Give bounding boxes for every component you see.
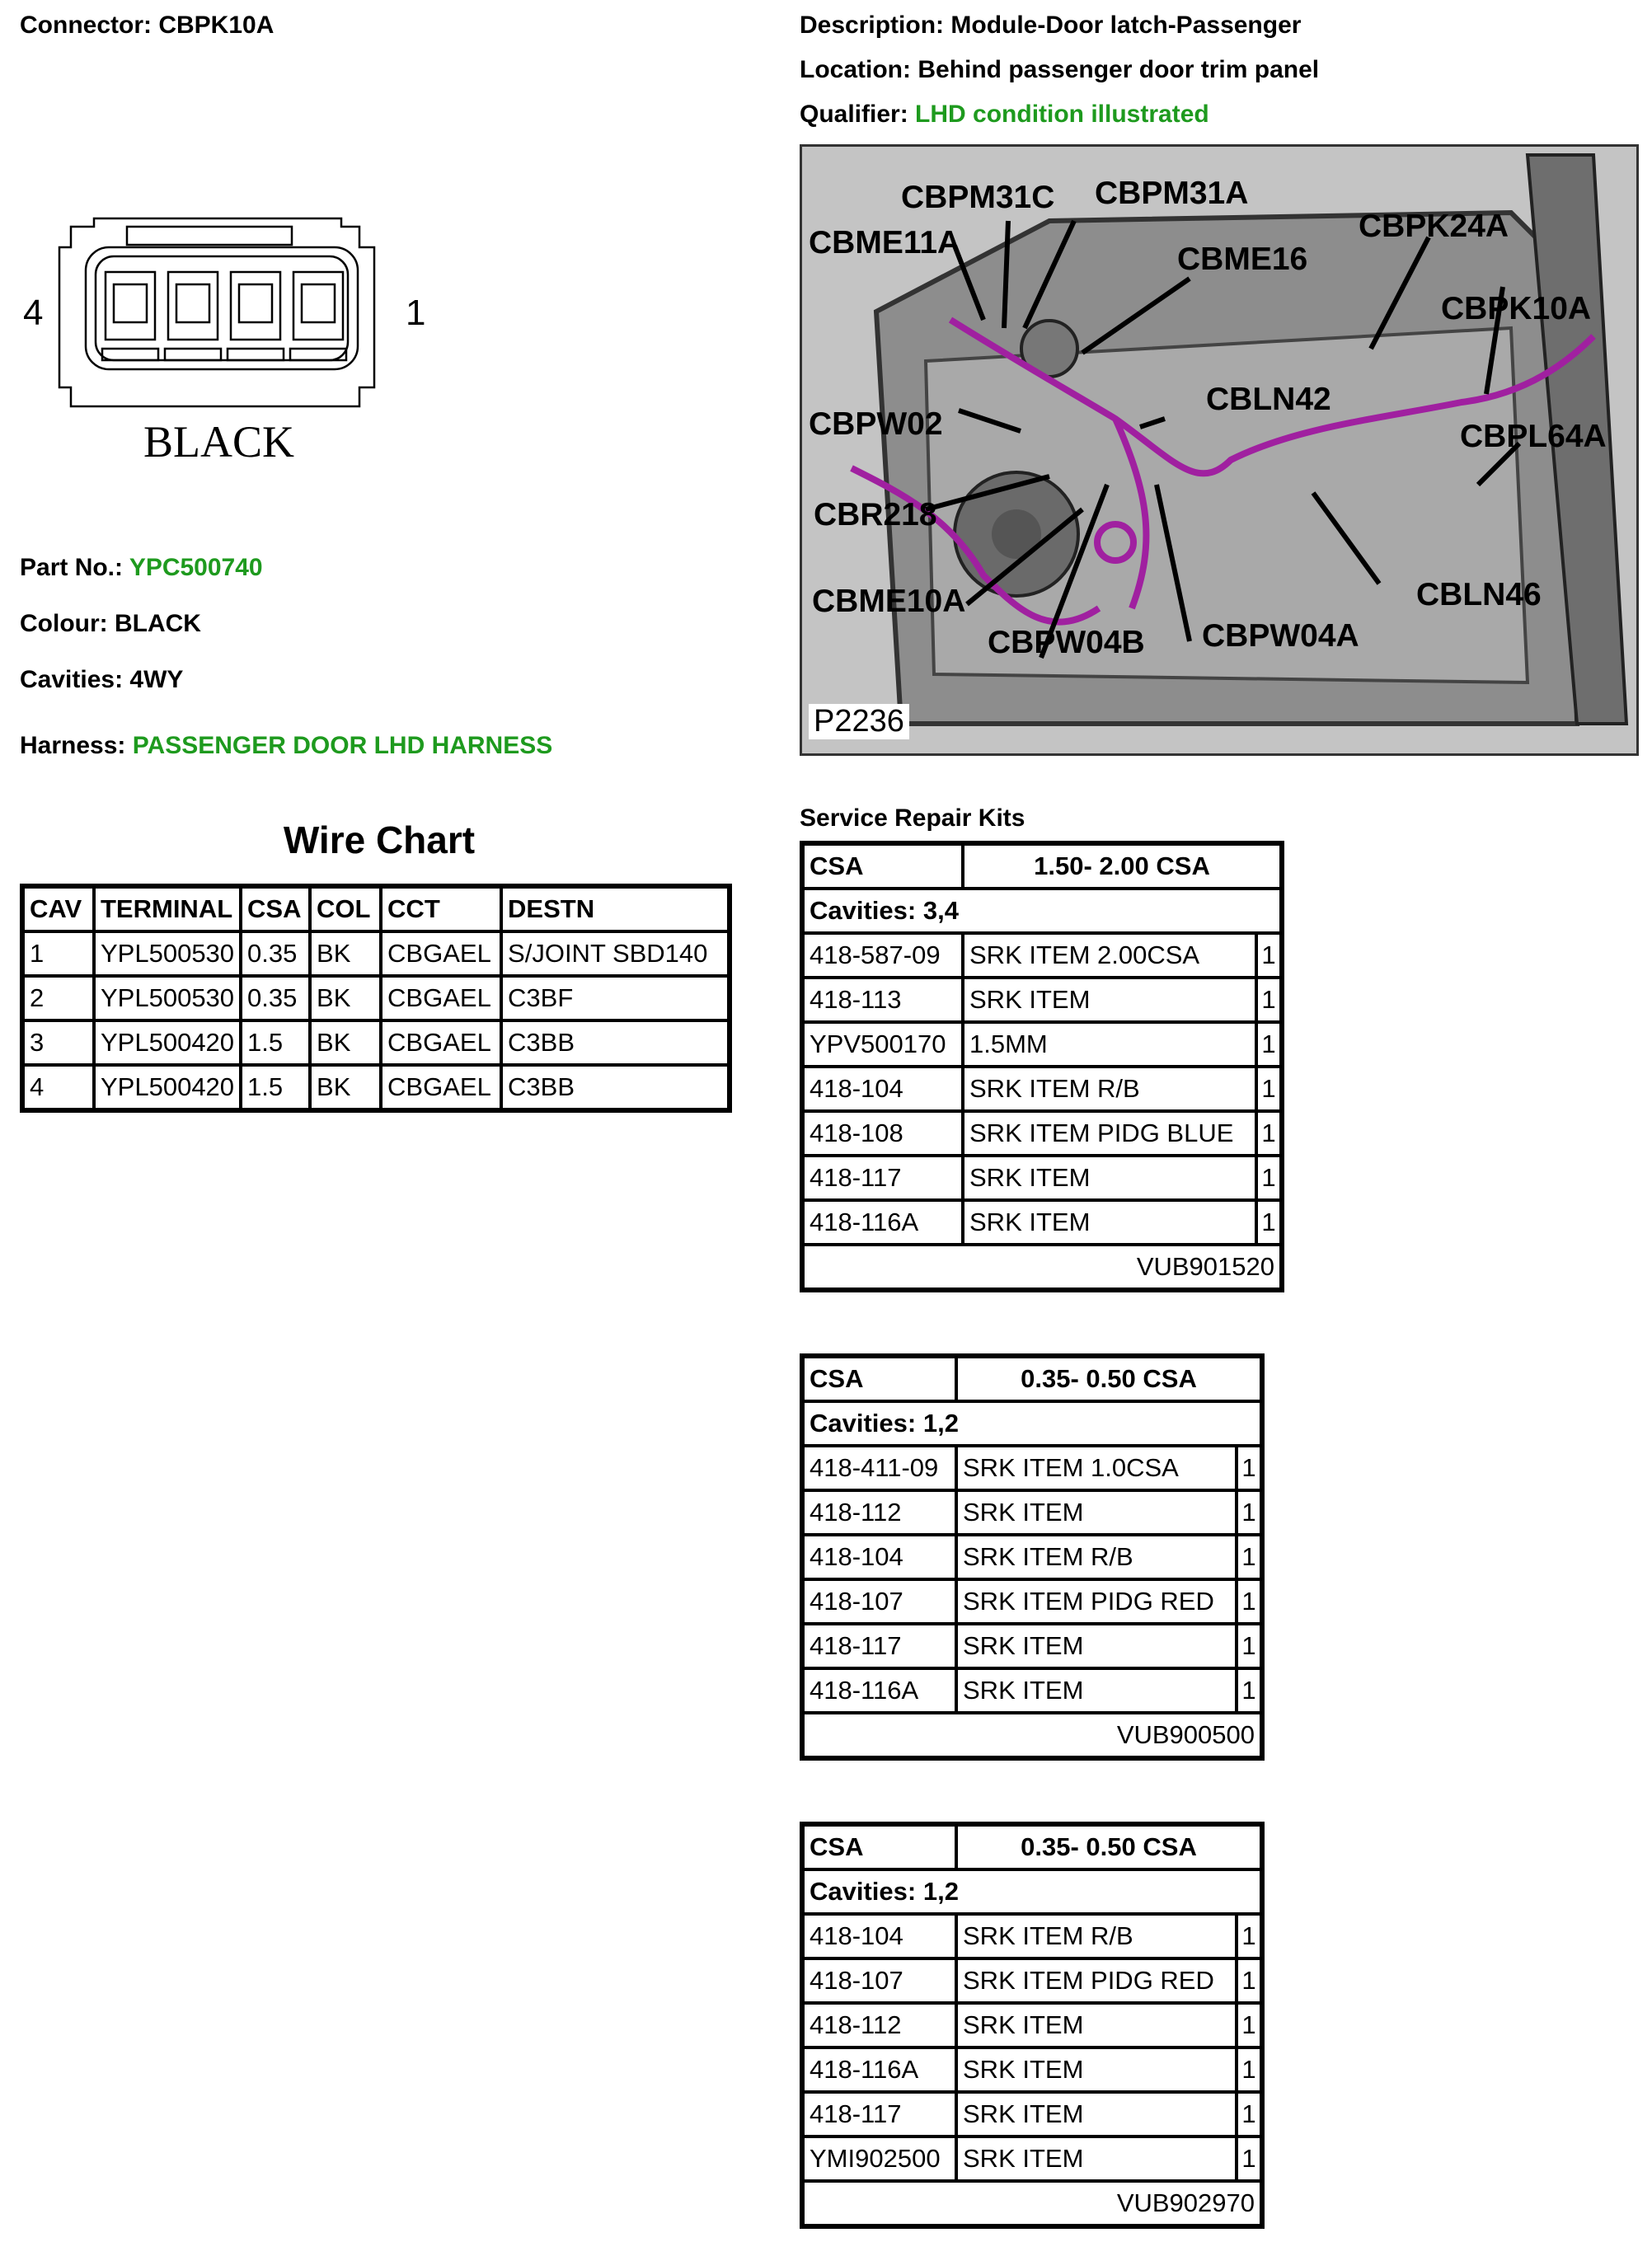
- description-line: [800, 12, 1301, 40]
- kit-part: 418-112: [803, 2003, 956, 2047]
- table-row: [803, 1958, 1261, 2003]
- kit-desc: SRK ITEM R/B: [963, 1067, 1256, 1111]
- kit-cavities: Cavities: 1,2: [803, 1869, 1261, 1914]
- harness-label: Harness:: [20, 732, 126, 759]
- table-row: [803, 1624, 1261, 1668]
- cell-destn: C3BF: [501, 976, 729, 1020]
- kit-qty: 1: [1237, 2092, 1261, 2136]
- kit-qty: 1: [1237, 1958, 1261, 2003]
- table-row: [803, 1111, 1281, 1156]
- door-harness-photo: [800, 144, 1639, 756]
- kit-qty: 1: [1237, 1535, 1261, 1579]
- cell-cct: CBGAEL: [381, 931, 501, 976]
- kit-csa-label: CSA: [803, 844, 963, 889]
- kit-cavities: Cavities: 1,2: [803, 1401, 1261, 1446]
- kit-footer: [803, 1245, 1281, 1289]
- location-line: [800, 56, 1319, 84]
- kit-desc: SRK ITEM: [956, 1668, 1237, 1713]
- callout-cbpk24a: CBPK24A: [1359, 209, 1509, 244]
- cell-terminal: YPL500420: [94, 1020, 241, 1065]
- callout-cbpk10a: CBPK10A: [1441, 291, 1592, 326]
- kit-csa-value: 0.35- 0.50 CSA: [956, 1825, 1261, 1869]
- table-row: [803, 1579, 1261, 1624]
- header-cct: CCT: [381, 887, 501, 931]
- kit-number: VUB900500: [803, 1713, 1261, 1757]
- cell-terminal: YPL500530: [94, 976, 241, 1020]
- cell-csa: 0.35: [241, 931, 310, 976]
- kit-part: 418-117: [803, 2092, 956, 2136]
- kit-qty: 1: [1237, 2047, 1261, 2092]
- cell-col: BK: [310, 1020, 381, 1065]
- kit-part: 418-107: [803, 1579, 956, 1624]
- location-value: Behind passenger door trim panel: [918, 56, 1320, 83]
- callout-cbln46: CBLN46: [1416, 577, 1542, 612]
- qualifier-value: LHD condition illustrated: [915, 101, 1209, 128]
- callout-cbpw02: CBPW02: [809, 406, 943, 442]
- part-no-label: Part No.:: [20, 554, 124, 581]
- kit-qty: 1: [1256, 1111, 1281, 1156]
- kit-desc: SRK ITEM: [956, 2047, 1237, 2092]
- location-label: Location:: [800, 56, 911, 83]
- kit-qty: 1: [1256, 1156, 1281, 1200]
- kit-qty: 1: [1237, 1624, 1261, 1668]
- kit-csa-label: CSA: [803, 1357, 956, 1401]
- kit-part: 418-108: [803, 1111, 963, 1156]
- cell-cav: 4: [23, 1065, 94, 1109]
- kit-desc: SRK ITEM: [956, 2136, 1237, 2181]
- callout-cbme11a: CBME11A: [809, 225, 961, 260]
- harness-value: PASSENGER DOOR LHD HARNESS: [132, 732, 553, 759]
- kit-part: 418-104: [803, 1067, 963, 1111]
- table-row: [803, 2003, 1261, 2047]
- kit-part: YPV500170: [803, 1022, 963, 1067]
- table-row: [803, 1914, 1261, 1958]
- kit-footer: [803, 1713, 1261, 1757]
- callout-cbme10a: CBME10A: [812, 584, 966, 619]
- cell-destn: C3BB: [501, 1065, 729, 1109]
- kit-desc: SRK ITEM 2.00CSA: [963, 933, 1256, 978]
- kit-desc: SRK ITEM: [956, 1624, 1237, 1668]
- cell-terminal: YPL500420: [94, 1065, 241, 1109]
- cavities-label: Cavities:: [20, 666, 124, 693]
- callout-cbln42: CBLN42: [1206, 382, 1331, 417]
- connector-line: [20, 12, 274, 40]
- wire-chart-table: [20, 884, 732, 1113]
- table-row: [803, 1535, 1261, 1579]
- callout-cbpl64a: CBPL64A: [1460, 419, 1607, 454]
- cell-cav: 3: [23, 1020, 94, 1065]
- kit-part: 418-116A: [803, 1200, 963, 1245]
- cell-cav: 1: [23, 931, 94, 976]
- kit-qty: 1: [1237, 1579, 1261, 1624]
- table-row: [23, 1020, 729, 1065]
- header-destn: DESTN: [501, 887, 729, 931]
- cell-cct: CBGAEL: [381, 1065, 501, 1109]
- table-row: [803, 1022, 1281, 1067]
- kit-csa-value: 1.50- 2.00 CSA: [963, 844, 1281, 889]
- kit-header: [803, 1357, 1261, 1401]
- connector-value: CBPK10A: [158, 12, 275, 39]
- connector-label: Connector:: [20, 12, 152, 39]
- cell-destn: C3BB: [501, 1020, 729, 1065]
- table-row: [803, 1067, 1281, 1111]
- cavities-value: 4WY: [129, 666, 184, 693]
- cell-col: BK: [310, 1065, 381, 1109]
- kit-desc: SRK ITEM R/B: [956, 1914, 1237, 1958]
- callout-cbme16: CBME16: [1177, 242, 1308, 277]
- cell-cct: CBGAEL: [381, 976, 501, 1020]
- kit-qty: 1: [1256, 978, 1281, 1022]
- kit-qty: 1: [1237, 1914, 1261, 1958]
- kit-csa-value: 0.35- 0.50 CSA: [956, 1357, 1261, 1401]
- cell-destn: S/JOINT SBD140: [501, 931, 729, 976]
- table-row: [803, 1446, 1261, 1490]
- callout-cbpw04a: CBPW04A: [1202, 618, 1359, 654]
- header-csa: CSA: [241, 887, 310, 931]
- kit-qty: 1: [1256, 1067, 1281, 1111]
- kit-part: 418-113: [803, 978, 963, 1022]
- table-row: [803, 1668, 1261, 1713]
- kit-desc: SRK ITEM PIDG RED: [956, 1958, 1237, 2003]
- kit-qty: 1: [1237, 2136, 1261, 2181]
- table-row: [803, 933, 1281, 978]
- kit-part: 418-587-09: [803, 933, 963, 978]
- colour-line: [20, 610, 201, 638]
- colour-value: BLACK: [114, 610, 201, 637]
- figure-id: P2236: [809, 704, 909, 739]
- kit-desc: SRK ITEM: [956, 2003, 1237, 2047]
- kit-desc: SRK ITEM: [956, 2092, 1237, 2136]
- connector-color-label: BLACK: [143, 417, 295, 467]
- kit-header: [803, 844, 1281, 889]
- kit-qty: 1: [1237, 1446, 1261, 1490]
- description-label: Description:: [800, 12, 945, 39]
- kit-part: 418-112: [803, 1490, 956, 1535]
- callout-cbpm31a: CBPM31A: [1095, 176, 1249, 211]
- kit-desc: SRK ITEM: [956, 1490, 1237, 1535]
- table-row: [23, 1065, 729, 1109]
- kit-desc: SRK ITEM: [963, 1200, 1256, 1245]
- cell-col: BK: [310, 931, 381, 976]
- kit-number: VUB901520: [803, 1245, 1281, 1289]
- callout-cbpm31c: CBPM31C: [901, 180, 1055, 215]
- kit-cavities-row: [803, 1869, 1261, 1914]
- wire-chart-header: [23, 887, 729, 931]
- cell-terminal: YPL500530: [94, 931, 241, 976]
- header-col: COL: [310, 887, 381, 931]
- table-row: [803, 978, 1281, 1022]
- kit-qty: 1: [1256, 1022, 1281, 1067]
- kit-part: 418-411-09: [803, 1446, 956, 1490]
- kit-part: 418-104: [803, 1535, 956, 1579]
- table-row: [803, 2136, 1261, 2181]
- table-row: [803, 2092, 1261, 2136]
- table-row: [23, 976, 729, 1020]
- kit-cavities-row: [803, 1401, 1261, 1446]
- pin-label-left: 4: [23, 293, 44, 333]
- kit-qty: 1: [1237, 1668, 1261, 1713]
- kit-qty: 1: [1237, 1490, 1261, 1535]
- kit-part: YMI902500: [803, 2136, 956, 2181]
- kit-part: 418-117: [803, 1156, 963, 1200]
- kit-desc: 1.5MM: [963, 1022, 1256, 1067]
- kit-cavities: Cavities: 3,4: [803, 889, 1281, 933]
- kit-part: 418-104: [803, 1914, 956, 1958]
- kit-desc: SRK ITEM: [963, 978, 1256, 1022]
- repair-kit-table-3: [800, 1822, 1265, 2229]
- cavities-line: [20, 666, 183, 694]
- repair-kit-table-2: [800, 1353, 1265, 1761]
- cell-cav: 2: [23, 976, 94, 1020]
- kit-footer: [803, 2181, 1261, 2226]
- kit-qty: 1: [1237, 2003, 1261, 2047]
- kit-number: VUB902970: [803, 2181, 1261, 2226]
- table-row: [803, 1156, 1281, 1200]
- kit-cavities-row: [803, 889, 1281, 933]
- description-value: Module-Door latch-Passenger: [950, 12, 1302, 39]
- kit-qty: 1: [1256, 1200, 1281, 1245]
- cell-csa: 0.35: [241, 976, 310, 1020]
- callout-cbr218: CBR218: [814, 497, 937, 532]
- header-cav: CAV: [23, 887, 94, 931]
- kit-qty: 1: [1256, 933, 1281, 978]
- part-no-line: [20, 554, 263, 582]
- colour-label: Colour:: [20, 610, 108, 637]
- kit-desc: SRK ITEM PIDG BLUE: [963, 1111, 1256, 1156]
- pin-label-right: 1: [406, 293, 426, 333]
- cell-csa: 1.5: [241, 1020, 310, 1065]
- harness-line: [20, 732, 552, 760]
- kit-header: [803, 1825, 1261, 1869]
- table-row: [803, 1490, 1261, 1535]
- connector-diagram: [20, 210, 448, 474]
- part-no-value: YPC500740: [129, 554, 263, 581]
- cell-cct: CBGAEL: [381, 1020, 501, 1065]
- kit-csa-label: CSA: [803, 1825, 956, 1869]
- kit-part: 418-117: [803, 1624, 956, 1668]
- cell-col: BK: [310, 976, 381, 1020]
- table-row: [803, 2047, 1261, 2092]
- header-terminal: TERMINAL: [94, 887, 241, 931]
- table-row: [803, 1200, 1281, 1245]
- qualifier-label: Qualifier:: [800, 101, 908, 128]
- wire-chart-title: Wire Chart: [283, 818, 476, 861]
- service-repair-kits-title: Service Repair Kits: [800, 804, 1025, 832]
- qualifier-line: [800, 101, 1209, 129]
- kit-desc: SRK ITEM R/B: [956, 1535, 1237, 1579]
- kit-desc: SRK ITEM PIDG RED: [956, 1579, 1237, 1624]
- kit-part: 418-116A: [803, 2047, 956, 2092]
- kit-part: 418-107: [803, 1958, 956, 2003]
- kit-part: 418-116A: [803, 1668, 956, 1713]
- cell-csa: 1.5: [241, 1065, 310, 1109]
- kit-desc: SRK ITEM 1.0CSA: [956, 1446, 1237, 1490]
- repair-kit-table-1: [800, 841, 1284, 1292]
- table-row: [23, 931, 729, 976]
- callout-cbpw04b: CBPW04B: [988, 625, 1145, 660]
- kit-desc: SRK ITEM: [963, 1156, 1256, 1200]
